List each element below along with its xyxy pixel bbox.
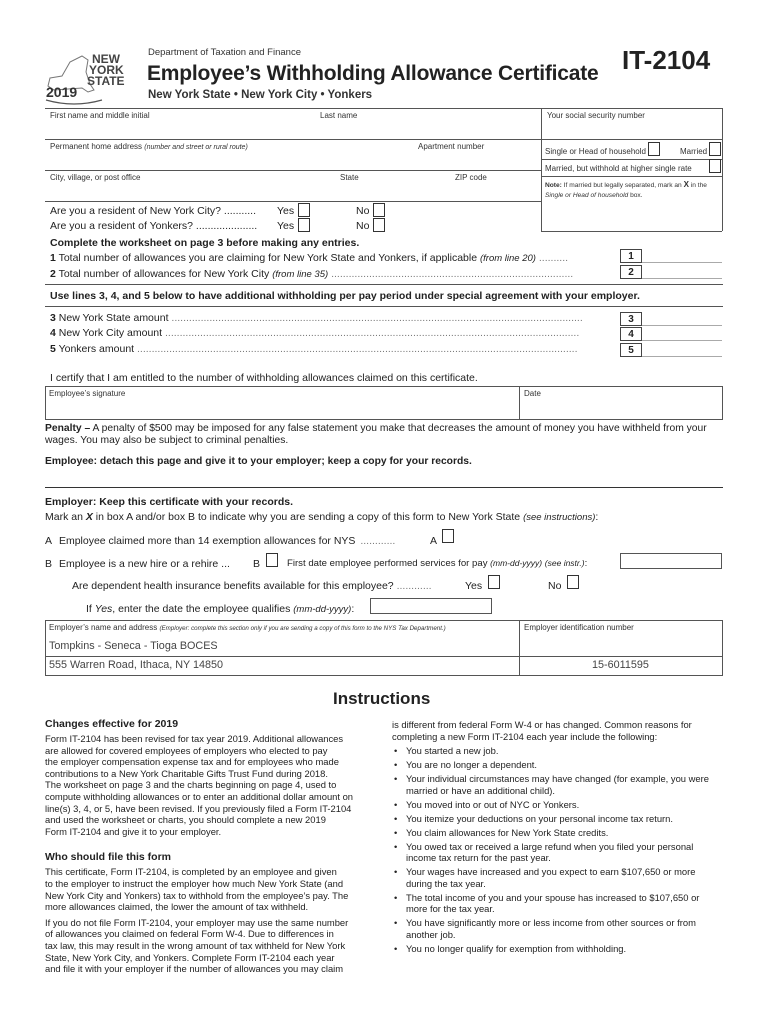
married-higher-checkbox[interactable] xyxy=(709,159,721,173)
reason-item: • You owed tax or received a large refund when you filed your personal income tax return for the past year. xyxy=(392,841,722,864)
line-3-amount[interactable] xyxy=(642,312,722,326)
who-line: This certificate, Form IT-2104, is completed by an employee and given xyxy=(45,866,337,878)
box-b-label: B xyxy=(253,558,261,570)
zip-input[interactable] xyxy=(455,184,535,200)
worksheet-instruction: Complete the worksheet on page 3 before making any entries. xyxy=(50,237,360,249)
mark-colon: : xyxy=(595,511,599,523)
box-b-checkbox[interactable] xyxy=(266,553,278,567)
who-paragraph-2 xyxy=(45,917,380,975)
qualifies-date-label xyxy=(86,603,354,615)
who-line: tax law, this may result in the wrong amount of tax withheld for New York xyxy=(45,939,346,951)
reason-item: • You moved into or out of NYC or Yonkers. xyxy=(392,799,722,811)
first-date-colon: : xyxy=(584,558,588,569)
detach-statement: Employee: detach this page and give it to your employer; keep a copy for your records. xyxy=(45,456,472,467)
changes-line: and used the worksheet or charts, you should complete a new 2019 xyxy=(45,814,326,826)
marital-note-x: X xyxy=(683,180,689,189)
line-3-box: 3 xyxy=(620,312,642,326)
nyc-no-label: No xyxy=(356,205,370,217)
reasons-list xyxy=(392,745,722,954)
marital-note-italic: Single or Head of household xyxy=(545,192,629,199)
health-question-text: Are dependent health insurance benefits available for this employee? xyxy=(72,580,394,592)
line-5-number: 5 xyxy=(50,343,56,355)
who-line: New York City and Yonkers) tax to withhold from the employee’s pay. The xyxy=(45,889,349,901)
first-date-see: (see instr.) xyxy=(544,558,585,568)
single-hoh-label: Single or Head of household xyxy=(545,147,646,156)
yonkers-yes-checkbox[interactable] xyxy=(298,218,310,232)
qualifies-date-input[interactable] xyxy=(370,598,492,614)
yonkers-no-label: No xyxy=(356,220,370,232)
form-subtitle: New York State • New York City • Yonkers xyxy=(148,89,373,101)
box-b-text: Employee is a new hire or a rehire ... xyxy=(58,558,230,570)
line-2-number: 2 xyxy=(50,268,56,280)
state-label: State xyxy=(340,173,359,182)
line-3 xyxy=(50,312,583,324)
signature-label: Employee’s signature xyxy=(49,389,126,398)
mark-text-b: in box A and/or box B to indicate why you are sending a copy of this form to New York State xyxy=(95,511,521,523)
box-a-row xyxy=(45,535,395,547)
date-label: Date xyxy=(524,389,541,398)
penalty-text: A penalty of $500 may be imposed for any false statement you make that decreases the amount of money you have withheld from your wages. You may also be subject to criminal penalties. xyxy=(45,423,707,446)
first-name-label: First name and middle initial xyxy=(50,111,150,120)
reason-item: • You started a new job. xyxy=(392,745,722,757)
form-year: 2019 xyxy=(46,84,78,100)
marital-note-text-a: If married but legally separated, mark an xyxy=(563,182,682,189)
nys-logo xyxy=(42,50,132,100)
health-question-dots: ............ xyxy=(396,580,432,592)
line-1-text: Total number of allowances you are claiming for New York State and Yonkers, if applicable xyxy=(58,252,478,264)
ein-value[interactable]: 15-6011595 xyxy=(592,659,649,671)
year-swoosh-icon xyxy=(44,98,104,108)
reasons-intro xyxy=(392,719,722,742)
ssn-input[interactable] xyxy=(547,122,717,138)
yonkers-yes-label: Yes xyxy=(277,220,295,232)
line-2 xyxy=(50,268,573,280)
reasons-intro-line: completing a new Form IT-2104 each year include the following: xyxy=(392,730,658,742)
nyc-yes-checkbox[interactable] xyxy=(298,203,310,217)
logo-text-york: YORK xyxy=(89,63,124,77)
box-a-dots: ............ xyxy=(360,535,396,547)
reason-item: • The total income of you and your spouse has increased to $107,650 or more for the tax year. xyxy=(392,892,722,915)
zip-label: ZIP code xyxy=(455,173,487,182)
last-name-input[interactable] xyxy=(320,122,535,138)
married-higher-label: Married, but withhold at higher single rate xyxy=(545,164,692,173)
marital-note-text-b: in xyxy=(690,182,696,189)
mark-see-instructions: (see instructions) xyxy=(523,512,596,523)
line-1-box: 1 xyxy=(620,249,642,263)
qualifies-text-b: , enter the date the employee qualifies xyxy=(112,603,291,615)
employer-name-address-note: (Employer: complete this section only if you are sending a copy of this form to the NYS Tax Department.) xyxy=(159,625,446,632)
line-4-text: New York City amount xyxy=(58,327,163,339)
who-line: State, New York City, and Yonkers. Complete Form IT-2104 each year xyxy=(45,951,335,963)
reason-item: • You itemize your deductions on your personal income tax return. xyxy=(392,813,722,825)
married-checkbox[interactable] xyxy=(709,142,721,156)
department-name: Department of Taxation and Finance xyxy=(148,47,301,58)
line-3-dots: ............................................................................................................................................. xyxy=(171,312,583,324)
mark-text-a: Mark an xyxy=(45,511,83,523)
line-1-amount[interactable] xyxy=(642,249,722,263)
ein-label: Employer identification number xyxy=(524,623,634,632)
first-date-text: First date employee performed services for pay xyxy=(287,558,488,569)
form-number: IT-2104 xyxy=(622,45,711,75)
single-hoh-checkbox[interactable] xyxy=(648,142,660,156)
who-line: of allowances you claimed on federal Form W-4. Due to differences in xyxy=(45,928,334,940)
changes-heading: Changes effective for 2019 xyxy=(45,718,179,730)
line-2-ref: (from line 35) xyxy=(272,269,329,280)
health-yes-checkbox[interactable] xyxy=(488,575,500,589)
employer-name-address-text: Employer’s name and address xyxy=(49,623,158,632)
yonkers-resident-question: Are you a resident of Yonkers? ..................... xyxy=(50,220,258,232)
changes-line: the employer compensation expense tax and for employees who made xyxy=(45,756,339,768)
signature-box[interactable] xyxy=(45,386,723,420)
line-5-box: 5 xyxy=(620,343,642,357)
married-label: Married xyxy=(680,147,708,156)
box-b-row xyxy=(45,558,230,570)
line-4-amount[interactable] xyxy=(642,327,722,341)
instructions-right-column xyxy=(392,719,722,957)
health-yes-label: Yes xyxy=(465,580,483,592)
line-4 xyxy=(50,327,579,339)
changes-line: compute withholding allowances or to enter an additional dollar amount on xyxy=(45,790,354,802)
employer-name-address-label xyxy=(49,623,446,632)
reasons-intro-line: is different from federal Form W-4 or has changed. Common reasons for xyxy=(392,719,692,730)
line-3-text: New York State amount xyxy=(58,312,169,324)
who-line: and file it with your employer if the number of allowances you may claim xyxy=(45,963,344,975)
reason-item: • Your wages have increased and you expect to earn $107,650 or more during the tax year. xyxy=(392,866,722,889)
first-date-format: (mm-dd-yyyy) xyxy=(490,558,543,568)
nyc-no-checkbox[interactable] xyxy=(373,203,385,217)
who-line: If you do not file Form IT-2104, your employer may use the same number xyxy=(45,916,349,928)
box-b-letter: B xyxy=(45,558,53,570)
line-4-dots: .............................................................................................................................................. xyxy=(165,327,580,339)
mark-x: X xyxy=(85,511,93,523)
qualifies-colon: : xyxy=(351,603,355,615)
address-label-note: (number and street or rural route) xyxy=(144,144,248,151)
apartment-input[interactable] xyxy=(418,153,536,169)
state-input[interactable] xyxy=(340,184,400,200)
line-5 xyxy=(50,343,578,355)
line-1-dots: .......... xyxy=(538,252,569,264)
address-label xyxy=(50,142,248,151)
qualifies-yes: Yes xyxy=(94,603,113,615)
who-heading: Who should file this form xyxy=(45,851,171,864)
health-no-label: No xyxy=(548,580,562,592)
who-line: more allowances claimed, the lower the amount of tax withheld. xyxy=(45,901,309,913)
who-paragraph-1 xyxy=(45,866,380,912)
employer-name-value[interactable]: Tompkins - Seneca - Tioga BOCES xyxy=(49,640,218,652)
employer-mark-instruction xyxy=(45,511,598,523)
instructions-title: Instructions xyxy=(333,689,431,708)
line-2-dots: ................................................................................... xyxy=(331,268,574,280)
changes-line: contributions to a New York Charitable Gifts Trust Fund during 2018. xyxy=(45,767,328,779)
reason-item: • You no longer qualify for exemption from withholding. xyxy=(392,943,722,955)
reason-item: • Your individual circumstances may have changed (for example, you were married or have an additional child). xyxy=(392,773,722,796)
line-2-amount[interactable] xyxy=(642,265,722,279)
line-4-number: 4 xyxy=(50,327,56,339)
logo-text-new: NEW xyxy=(92,52,120,66)
marital-note-text-d: box. xyxy=(630,192,643,199)
box-a-text: Employee claimed more than 14 exemption allowances for NYS xyxy=(58,535,356,547)
changes-line: The worksheet on page 3 and the charts beginning on page 4, used to xyxy=(45,779,337,791)
certify-statement: I certify that I am entitled to the number of withholding allowances claimed on this certificate. xyxy=(50,372,478,384)
last-name-label: Last name xyxy=(320,111,358,120)
first-date-label xyxy=(287,558,587,569)
qualifies-text-a: If xyxy=(86,603,92,615)
box-a-checkbox[interactable] xyxy=(442,529,454,543)
lines-345-header: Use lines 3, 4, and 5 below to have additional withholding per pay period under special agreement with your employer. xyxy=(50,290,640,302)
line-1 xyxy=(50,252,568,264)
yonkers-no-checkbox[interactable] xyxy=(373,218,385,232)
city-label: City, village, or post office xyxy=(50,173,141,182)
reason-item: • You claim allowances for New York State credits. xyxy=(392,827,722,839)
address-input[interactable] xyxy=(50,153,410,169)
apartment-label: Apartment number xyxy=(418,142,485,151)
changes-paragraph xyxy=(45,733,380,837)
first-name-input[interactable] xyxy=(50,122,310,138)
line-5-amount[interactable] xyxy=(642,343,722,357)
nyc-resident-question: Are you a resident of New York City? ........... xyxy=(50,205,257,217)
box-a-label: A xyxy=(430,535,438,547)
changes-line: line(s) 3, 4, or 5, have been revised. If you previously filed a Form IT-2104 xyxy=(45,802,352,814)
line-4-box: 4 xyxy=(620,327,642,341)
changes-line: Form IT-2104 has been revised for tax year 2019. Additional allowances xyxy=(45,733,344,744)
reason-item: • You have significantly more or less income from other sources or from another job. xyxy=(392,917,722,940)
marital-note-text-c: the xyxy=(697,182,707,189)
city-input[interactable] xyxy=(50,184,330,200)
address-label-text: Permanent home address xyxy=(50,142,143,151)
line-2-box: 2 xyxy=(620,265,642,279)
qualifies-format: (mm-dd-yyyy) xyxy=(293,604,352,615)
line-3-number: 3 xyxy=(50,312,56,324)
health-no-checkbox[interactable] xyxy=(567,575,579,589)
line-1-ref: (from line 20) xyxy=(480,253,536,264)
nyc-yes-label: Yes xyxy=(277,205,295,217)
employer-address-value[interactable]: 555 Warren Road, Ithaca, NY 14850 xyxy=(49,659,224,671)
instructions-left-column xyxy=(45,718,380,975)
penalty-bold: Penalty – xyxy=(45,423,91,434)
who-line: to the employer to instruct the employer how much New York State (and xyxy=(45,877,344,889)
marital-note-bold: Note: xyxy=(545,182,562,189)
changes-line: Form IT-2104 and give it to your employer. xyxy=(45,825,222,837)
reason-item: • You are no longer a dependent. xyxy=(392,759,722,771)
changes-line: are allowed for covered employees of employers who elected to pay xyxy=(45,744,328,756)
penalty-statement xyxy=(45,423,725,447)
line-1-number: 1 xyxy=(50,252,56,264)
first-date-input[interactable] xyxy=(620,553,722,569)
logo-text-state: STATE xyxy=(87,74,125,88)
health-insurance-question xyxy=(72,580,432,592)
employer-keep: Employer: Keep this certificate with your records. xyxy=(45,496,293,508)
marital-note xyxy=(545,180,720,201)
ssn-label: Your social security number xyxy=(547,111,645,120)
form-title: Employee’s Withholding Allowance Certificate xyxy=(147,62,599,85)
line-5-dots: ....................................................................................................................................................... xyxy=(137,343,578,355)
line-5-text: Yonkers amount xyxy=(58,343,135,355)
box-a-letter: A xyxy=(45,535,53,547)
line-2-text: Total number of allowances for New York City xyxy=(58,268,270,280)
